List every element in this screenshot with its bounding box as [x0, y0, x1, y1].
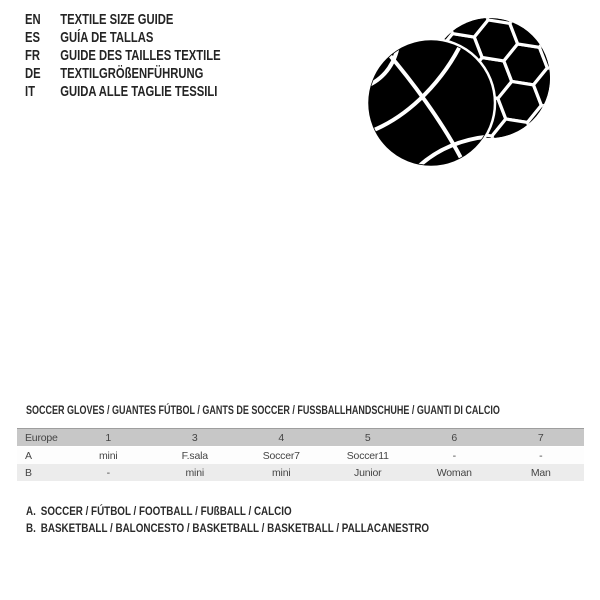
table-cell: -	[106, 466, 110, 479]
table-cell: -	[539, 449, 543, 462]
section-title: SOCCER GLOVES / GUANTES FÚTBOL / GANTS DE SOCCER / FUSSBALLHANDSCHUHE / GUANTI DI CALCIO	[26, 403, 500, 417]
header-cell-size: 4	[278, 431, 285, 444]
header-cell-size: 3	[191, 431, 198, 444]
footnote-label: B.	[26, 521, 36, 535]
language-title-block	[25, 10, 286, 100]
language-row	[25, 46, 286, 64]
balls-illustration	[363, 18, 553, 183]
language-code: IT	[25, 82, 36, 100]
header-cell-size: 6	[451, 431, 458, 444]
language-title: GUÍA DE TALLAS	[60, 28, 154, 46]
table-cell: mini	[272, 466, 291, 479]
basketball-icon	[367, 38, 495, 167]
footnote-text: SOCCER / FÚTBOL / FOOTBALL / FUßBALL / CALCIO	[40, 504, 292, 518]
table-cell: -	[452, 449, 456, 462]
size-table	[17, 428, 584, 481]
footnote-a	[26, 502, 518, 519]
language-code: EN	[25, 10, 41, 28]
table-cell: mini	[99, 449, 118, 462]
language-row	[25, 82, 286, 100]
table-cell: Soccer11	[346, 449, 389, 462]
footnote-b	[26, 519, 518, 536]
language-title: TEXTILE SIZE GUIDE	[60, 10, 174, 28]
header-cell-size: 5	[364, 431, 371, 444]
language-code: ES	[25, 28, 41, 46]
language-row	[25, 28, 286, 46]
row-label: B	[25, 466, 32, 479]
row-label: A	[25, 449, 32, 462]
table-cell: Woman	[436, 466, 472, 479]
language-code: FR	[25, 46, 40, 64]
language-row	[25, 10, 286, 28]
table-cell: Junior	[354, 466, 382, 479]
header-cell-size: 7	[537, 431, 544, 444]
footnote-text: BASKETBALL / BALONCESTO / BASKETBALL / BASKETBALL / PALLACANESTRO	[40, 521, 430, 535]
header-cell-region: Europe	[25, 431, 58, 444]
header-cell-size: 1	[105, 431, 112, 444]
table-cell: Soccer7	[262, 449, 300, 462]
table-cell: F.sala	[181, 449, 208, 462]
language-title: TEXTILGRÖßENFÜHRUNG	[60, 64, 204, 82]
footnotes	[26, 502, 518, 536]
table-row-a	[17, 447, 584, 465]
footnote-label: A.	[26, 504, 36, 518]
language-row	[25, 64, 286, 82]
language-code: DE	[25, 64, 41, 82]
table-cell: mini	[185, 466, 204, 479]
table-row-b	[17, 464, 584, 481]
size-table-header-row	[17, 429, 584, 447]
language-title: GUIDE DES TAILLES TEXTILE	[60, 46, 221, 64]
language-title: GUIDA ALLE TAGLIE TESSILI	[60, 82, 218, 100]
table-cell: Man	[530, 466, 551, 479]
